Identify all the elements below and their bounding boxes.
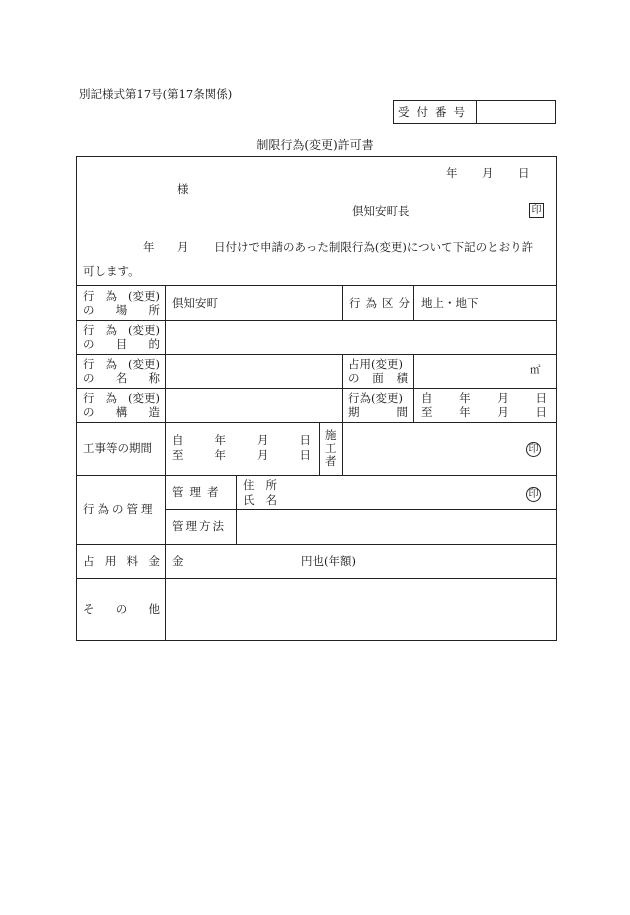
contractor-label: 施 工 者 xyxy=(325,428,337,468)
name-field-label: 氏 名 xyxy=(243,493,277,507)
body-text-line1: 日付けで申請のあった制限行為(変更)について下記のとおり許 xyxy=(214,240,534,254)
period-label-line1: 行為(変更) xyxy=(348,391,403,405)
purpose-label-line2: の 目 的 xyxy=(83,337,160,351)
structure-label-line1: 行 為 (変更) xyxy=(83,391,160,405)
permit-form-table xyxy=(76,156,557,641)
fee-suffix: 円也(年額) xyxy=(301,554,356,568)
management-label: 行為の管理 xyxy=(83,502,156,516)
works-period-from: 自 年 月 日 xyxy=(172,433,311,447)
contractor-seal-icon: 印 xyxy=(526,442,541,457)
fee-prefix: 金 xyxy=(172,554,184,568)
date-month: 月 xyxy=(482,166,494,180)
management-method-label: 管理方法 xyxy=(172,519,226,533)
works-period-to: 至 年 月 日 xyxy=(172,448,311,462)
body-year: 年 xyxy=(143,240,155,254)
body-month: 月 xyxy=(177,240,189,254)
fee-label: 占 用 料 金 xyxy=(83,554,160,568)
body-text-line2: 可します。 xyxy=(83,264,140,278)
name-label-line1: 行 為 (変更) xyxy=(83,357,160,371)
receipt-number-box xyxy=(393,100,556,124)
period-from: 自 年 月 日 xyxy=(421,391,547,405)
manager-seal-icon: 印 xyxy=(526,487,541,502)
issuer-seal-icon: 印 xyxy=(529,203,544,218)
date-day: 日 xyxy=(518,166,530,180)
place-label-line2: の 場 所 xyxy=(83,303,160,317)
structure-label-line2: の 構 造 xyxy=(83,405,160,419)
place-label-line1: 行 為 (変更) xyxy=(83,289,160,303)
address-label: 住 所 xyxy=(243,478,277,492)
category-label: 行為区分 xyxy=(349,296,415,310)
other-label: そ の 他 xyxy=(83,602,160,616)
category-value[interactable]: 地上・地下 xyxy=(421,296,479,310)
manager-label: 管理者 xyxy=(172,485,225,499)
addressee-suffix: 様 xyxy=(177,182,189,196)
place-value[interactable]: 倶知安町 xyxy=(172,296,218,310)
area-label-line2: の 面 積 xyxy=(348,371,408,385)
document-title: 制限行為(変更)許可書 xyxy=(256,138,374,152)
period-label-line2: 期 間 xyxy=(348,405,408,419)
form-number-note: 別記様式第17号(第17条関係) xyxy=(79,87,233,101)
receipt-number-field[interactable] xyxy=(477,101,555,123)
purpose-label-line1: 行 為 (変更) xyxy=(83,323,160,337)
receipt-number-label: 受付番号 xyxy=(394,101,477,123)
works-period-label: 工事等の期間 xyxy=(83,441,152,455)
period-to: 至 年 月 日 xyxy=(421,405,547,419)
area-label-line1: 占用(変更) xyxy=(348,357,403,371)
name-label-line2: の 名 称 xyxy=(83,371,160,385)
issuer-name: 倶知安町長 xyxy=(352,204,410,218)
date-year: 年 xyxy=(446,166,458,180)
area-unit: ㎡ xyxy=(530,364,541,376)
